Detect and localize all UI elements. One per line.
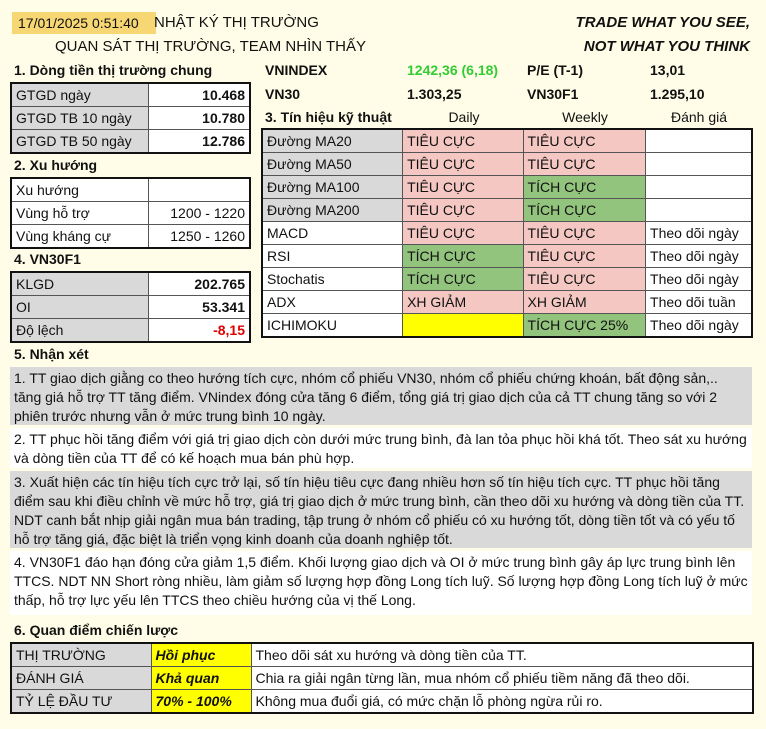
vn30f1-metric-label: OI [11,296,149,319]
signal-eval: Theo dõi ngày [646,222,752,245]
signal-weekly: TIÊU CỰC [523,153,646,176]
cashflow-value: 12.786 [149,130,251,154]
vn30f1-metric-value: -8,15 [149,319,251,343]
signal-weekly: TÍCH CỰC [523,199,646,222]
strategy-note: Không mua đuổi giá, có mức chặn lỗ phòng ngừa rủi ro. [251,690,753,714]
signal-name: MACD [262,222,403,245]
cashflow-table [10,82,251,154]
table-row [262,222,752,245]
signal-eval: Theo dõi ngày [646,314,752,338]
pe-value: 13,01 [650,62,686,78]
table-row [11,272,250,296]
vn30f1-table [10,271,251,343]
table-row [11,643,753,667]
signal-weekly: XH GIẢM [523,291,646,314]
comment-item: 4. VN30F1 đáo hạn đóng cửa giảm 1,5 điểm. Khối lượng giao dịch và OI ở mức trung bình gây áp lực trung bình lên TTCS. NDT NN Short ròng nhiều, làm giảm số lượng hợp đồng Long tích luỹ. Số lượng hợp đồng Long tích luỹ ở mức thấp, hỗ trợ lực yếu lên TTCS theo chiều hướng của vị thế Long. [10,551,752,615]
table-row [11,225,250,249]
cashflow-label: GTGD TB 50 ngày [11,130,149,154]
strategy-label: ĐÁNH GIÁ [11,667,151,690]
vn30-label: VN30 [265,86,301,102]
signal-weekly: TIÊU CỰC [523,245,646,268]
signal-eval: Theo dõi tuần [646,291,752,314]
signal-daily [403,314,523,338]
vnindex-value: 1242,36 (6,18) [407,62,499,78]
strategy-value: Hồi phục [151,643,251,667]
vn30f1-metric-value: 202.765 [149,272,251,296]
cashflow-value: 10.780 [149,107,251,130]
trend-label: Xu hướng [11,178,149,202]
comment-item: 2. TT phục hồi tăng điểm với giá trị giao dịch còn dưới mức trung bình, đà lan tỏa phục hồi khá tốt. Theo sát xu hướng và dòng tiền của TT để có kế hoạch mua bán phù hợp. [10,428,752,468]
vn30f1-metric-value: 53.341 [149,296,251,319]
signal-weekly: TIÊU CỰC [523,129,646,153]
signal-daily: TIÊU CỰC [403,129,523,153]
signal-name: ADX [262,291,403,314]
table-row [262,199,752,222]
signals-section-title: 3. Tín hiệu kỹ thuật [265,109,392,125]
table-row [262,176,752,199]
vn30-value: 1.303,25 [407,86,462,102]
vn30f1-label: VN30F1 [527,86,579,102]
trend-value: 1250 - 1260 [149,225,251,249]
signal-daily: XH GIẢM [403,291,523,314]
table-row [262,268,752,291]
strategy-table [10,642,754,714]
signals-table [261,128,753,338]
vn30f1-metric-label: KLGD [11,272,149,296]
signal-name: Đường MA20 [262,129,403,153]
signal-daily: TIÊU CỰC [403,222,523,245]
cashflow-value: 10.468 [149,83,251,107]
signal-weekly: TIÊU CỰC [523,268,646,291]
table-row [11,319,250,343]
signal-eval [646,129,752,153]
trend-table [10,177,251,249]
table-row [262,291,752,314]
table-row [11,83,250,107]
pe-label: P/E (T-1) [527,62,584,78]
signal-name: ICHIMOKU [262,314,403,338]
signal-daily: TÍCH CỰC [403,245,523,268]
signal-eval [646,153,752,176]
slogan-line-2: NOT WHAT YOU THINK [583,38,750,55]
cashflow-section-title: 1. Dòng tiền thị trường chung [14,62,213,78]
signal-name: Đường MA50 [262,153,403,176]
table-row [11,296,250,319]
cashflow-label: GTGD ngày [11,83,149,107]
signal-daily: TIÊU CỰC [403,153,523,176]
col-eval-header: Đánh giá [670,109,728,125]
signal-eval: Theo dõi ngày [646,268,752,291]
strategy-label: THỊ TRƯỜNG [11,643,151,667]
strategy-note: Chia ra giải ngân từng lần, mua nhóm cổ phiếu tiềm năng đã theo dõi. [251,667,753,690]
report-subtitle: QUAN SÁT THỊ TRƯỜNG, TEAM NHÌN THẤY [55,38,366,55]
strategy-value: Khả quan [151,667,251,690]
table-row [11,107,250,130]
signal-name: Stochatis [262,268,403,291]
signal-daily: TIÊU CỰC [403,199,523,222]
strategy-label: TỶ LỆ ĐẦU TƯ [11,690,151,714]
table-row [11,202,250,225]
signal-weekly: TÍCH CỰC [523,176,646,199]
report-title: NHẬT KÝ THỊ TRƯỜNG [154,14,319,31]
table-row [11,690,753,714]
comment-item: 1. TT giao dịch giằng co theo hướng tích cực, nhóm cổ phiếu VN30, nhóm cổ phiếu chứng khoán, bất động sản,.. tăng giá hỗ trợ TT tăng điểm. VNindex đóng cửa tăng 6 điểm, tổng giá trị giao dịch của cả TT chung tăng so với 2 phiên trước nhưng vẫn ở mức trung bình 10 ngày. [10,367,752,425]
signal-eval [646,176,752,199]
signal-daily: TÍCH CỰC [403,268,523,291]
col-daily-header: Daily [448,109,480,125]
table-row [262,153,752,176]
trend-value [149,178,251,202]
comments-section-title: 5. Nhận xét [14,346,89,362]
table-row [11,667,753,690]
report-datetime: 17/01/2025 0:51:40 [12,12,156,34]
signal-eval: Theo dõi ngày [646,245,752,268]
vn30f1-section-title: 4. VN30F1 [14,251,81,267]
cashflow-label: GTGD TB 10 ngày [11,107,149,130]
signal-name: Đường MA100 [262,176,403,199]
signal-name: Đường MA200 [262,199,403,222]
vn30f1-value: 1.295,10 [650,86,705,102]
strategy-note: Theo dõi sát xu hướng và dòng tiền của TT. [251,643,753,667]
vn30f1-metric-label: Độ lệch [11,319,149,343]
table-row [262,129,752,153]
signal-daily: TIÊU CỰC [403,176,523,199]
strategy-section-title: 6. Quan điểm chiến lược [14,622,179,638]
slogan-line-1: TRADE WHAT YOU SEE, [575,14,750,31]
trend-label: Vùng hỗ trợ [11,202,149,225]
signal-weekly: TÍCH CỰC 25% [523,314,646,338]
table-row [11,178,250,202]
col-weekly-header: Weekly [562,109,608,125]
signal-name: RSI [262,245,403,268]
signal-eval [646,199,752,222]
signal-weekly: TIÊU CỰC [523,222,646,245]
table-row [11,130,250,154]
table-row [262,314,752,338]
comment-item: 3. Xuất hiện các tín hiệu tích cực trở lại, số tín hiệu tiêu cực đang nhiều hơn số tín hiệu tích cực. TT phục hồi tăng điểm sau khi điều chỉnh về mức hỗ trợ, giá trị giao dịch ở mức trung bình, cần theo dõi xu hướng và dòng tiền của TT. NDT canh bắt nhịp giải ngân mua bán trading, tập trung ở nhóm cổ phiếu có xu hướng tốt, dòng tiền tốt và có yếu tố hỗ trợ tăng giá, đặc biệt là triển vọng kinh doanh của doanh nghiệp tốt. [10,471,752,548]
strategy-value: 70% - 100% [151,690,251,714]
trend-label: Vùng kháng cự [11,225,149,249]
table-row [262,245,752,268]
trend-section-title: 2. Xu hướng [14,157,98,173]
vnindex-label: VNINDEX [265,62,328,78]
trend-value: 1200 - 1220 [149,202,251,225]
